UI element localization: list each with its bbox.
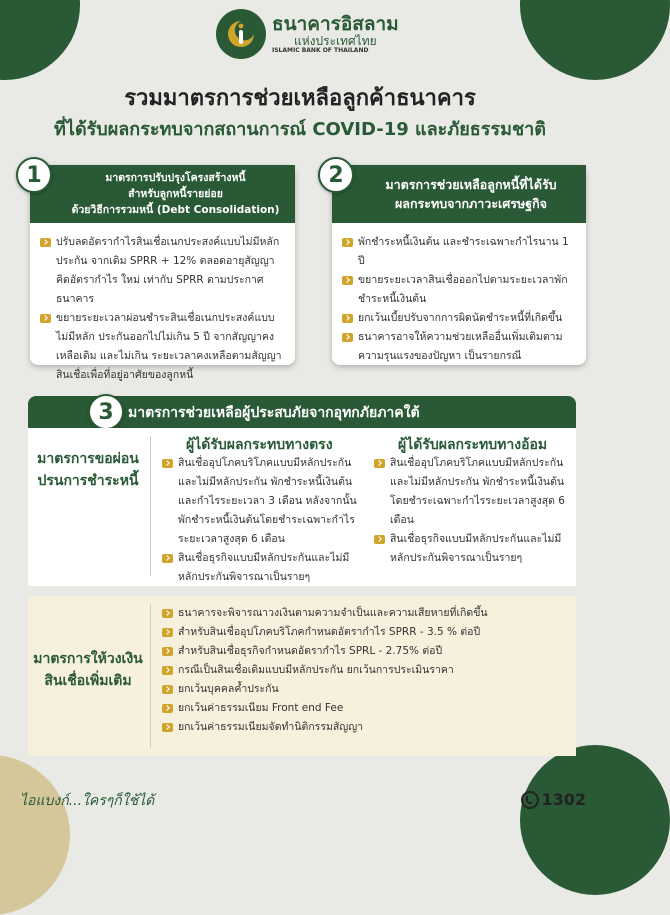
hotline-number xyxy=(521,790,586,809)
additional-credit-label xyxy=(32,648,144,692)
section-2-list xyxy=(332,223,586,366)
section-1-heading xyxy=(30,165,295,223)
hotline-text: 1302 xyxy=(541,790,586,809)
list-item: พักชำระหนี้เงินต้น และชำระเฉพาะกำไรนาน 1 ปี xyxy=(340,233,578,271)
section-3-number-badge: 3 xyxy=(88,394,124,430)
list-item: สำหรับสินเชื่อธุรกิจกำหนดอัตรากำไร SPRL - 2.75% ต่อปี xyxy=(160,642,570,661)
list-item: กรณีเป็นสินเชื่อเดิมแบบมีหลักประกัน ยกเว้นการประเมินราคา xyxy=(160,661,570,680)
list-item: ยกเว้นบุคคลค้ำประกัน xyxy=(160,680,570,699)
section-2-heading-line: ผลกระทบจากภาวะเศรษฐกิจ xyxy=(394,196,547,211)
section-2-heading-line: มาตรการช่วยเหลือลูกหนี้ที่ได้รับ xyxy=(385,177,557,192)
list-item: ขยายระยะเวลาผ่อนชำระสินเชื่อเนกประสงค์แบบไม่มีหลัก ประกันออกไปไม่เกิน 5 ปี จากสัญญาคงเหลือเดิม และไม่เกิน ระยะเวลาคงเหลือตามสัญญาสินเชื่อเพื่อที่อยู่อาศัยของลูกหนี้ xyxy=(38,309,287,385)
indirect-impact-heading: ผู้ได้รับผลกระทบทางอ้อม xyxy=(398,437,548,453)
list-item: ยกเว้นเบี้ยปรับจากการผิดนัดชำระหนี้ที่เกิดขึ้น xyxy=(340,309,578,328)
section-3-heading: มาตรการช่วยเหลือผู้ประสบภัยจากอุทกภัยภาคใต้ xyxy=(128,405,420,421)
additional-credit-list xyxy=(160,604,570,737)
section-1-heading-line: มาตรการปรับปรุงโครงสร้างหนี้ xyxy=(105,172,246,184)
deferral-label-line: ปรนการชำระหนี้ xyxy=(37,473,139,489)
row-divider xyxy=(150,604,151,748)
page-subtitle: ที่ได้รับผลกระทบจากสถานการณ์ COVID-19 และภัยธรรมชาติ xyxy=(54,119,546,140)
list-item: สินเชื่อธุรกิจแบบมีหลักประกันและไม่มี หลักประกันพิจารณาเป็นรายๆ xyxy=(372,530,572,568)
section-1-heading-line: สำหรับลูกหนี้รายย่อย xyxy=(128,188,223,200)
bank-name-thai-line2: แห่งประเทศไทย xyxy=(294,33,377,48)
list-item: ธนาคารจะพิจารณาวงเงินตามความจำเป็นและความเสียหายที่เกิดขึ้น xyxy=(160,604,570,623)
bank-logo xyxy=(216,8,416,60)
direct-impact-heading: ผู้ได้รับผลกระทบทางตรง xyxy=(186,437,333,453)
section-1-heading-line: ด้วยวิธีการรวมหนี้ (Debt Consolidation) xyxy=(71,204,280,216)
direct-impact-list xyxy=(160,454,370,587)
deferral-label-line: มาตรการขอผ่อน xyxy=(37,451,139,467)
section-1-number-badge: 1 xyxy=(16,157,52,193)
section-2-number-badge: 2 xyxy=(318,157,354,193)
bank-name-english: ISLAMIC BANK OF THAILAND xyxy=(272,46,369,54)
bank-name-thai: ธนาคารอิสลาม xyxy=(272,12,399,35)
deferral-measure-label xyxy=(32,448,144,492)
list-item: ยกเว้นค่าธรรมเนียม Front end Fee xyxy=(160,699,570,718)
list-item: สินเชื่ออุปโภคบริโภคแบบมีหลักประกัน และไม่มีหลักประกัน พักชำระหนี้เงินต้น และกำไรระยะเวลา 3 เดือน หลังจากนั้น พักชำระหนี้เงินต้นโดยชำระเฉพาะกำไร ระยะเวลาสูงสุด 6 เดือน xyxy=(160,454,370,549)
page-title: รวมมาตรการช่วยเหลือลูกค้าธนาคาร xyxy=(124,86,476,111)
section-1-card xyxy=(30,165,295,381)
indirect-impact-list xyxy=(372,454,572,568)
bank-emblem-icon xyxy=(216,9,266,59)
credit-label-line: มาตรการให้วงเงิน xyxy=(33,651,143,667)
row-divider xyxy=(150,436,151,576)
list-item: ปรับลดอัตรากำไรสินเชื่อเนกประสงค์แบบไม่มีหลักประกัน จากเดิม SPRR + 12% ตลอดอายุสัญญา คิดอัตรากำไร ใหม่ เท่ากับ SPRR ตามประกาศธนาคาร xyxy=(38,233,287,309)
section-2-card xyxy=(332,165,586,365)
bank-slogan: ไอแบงก์...ใครๆก็ใช้ได้ xyxy=(20,793,155,809)
section-1-list xyxy=(30,223,295,385)
section-2-heading xyxy=(332,165,586,223)
phone-icon xyxy=(521,791,539,809)
list-item: สินเชื่ออุปโภคบริโภคแบบมีหลักประกัน และไม่มีหลักประกัน พักชำระหนี้เงินต้น โดยชำระเฉพาะกำไรระยะเวลาสูงสุด 6 เดือน xyxy=(372,454,572,530)
list-item: สินเชื่อธุรกิจแบบมีหลักประกันและไม่มี หลักประกันพิจารณาเป็นรายๆ xyxy=(160,549,370,587)
credit-label-line: สินเชื่อเพิ่มเติม xyxy=(44,673,132,689)
list-item: ยกเว้นค่าธรรมเนียมจัดทำนิติกรรมสัญญา xyxy=(160,718,570,737)
list-item: ขยายระยะเวลาสินเชื่อออกไปตามระยะเวลาพัก ชำระหนี้เงินต้น xyxy=(340,271,578,309)
list-item: ธนาคารอาจให้ความช่วยเหลืออื่นเพิ่มเติมตาม ความรุนแรงของปัญหา เป็นรายกรณี xyxy=(340,328,578,366)
list-item: สำหรับสินเชื่ออุปโภคบริโภคกำหนดอัตรากำไร SPRR - 3.5 % ต่อปี xyxy=(160,623,570,642)
